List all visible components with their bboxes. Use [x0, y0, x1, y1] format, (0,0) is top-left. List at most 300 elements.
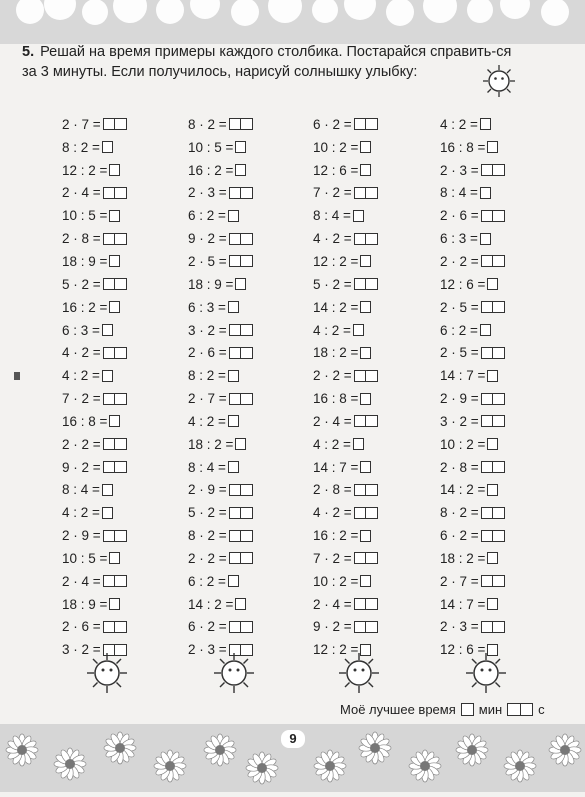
exercise-row — [313, 159, 443, 182]
exercise-row — [440, 204, 570, 227]
minutes-answer-box[interactable] — [461, 703, 474, 716]
sun-icon[interactable] — [482, 64, 516, 98]
exercise-text: 2 · 9 = — [188, 482, 227, 498]
exercise-text: 2 · 3 = — [440, 162, 479, 178]
exercise-row — [313, 616, 443, 639]
exercise-row — [313, 319, 443, 342]
exercise-text: 2 · 2 = — [62, 436, 101, 452]
exercise-text: 8 : 4 = — [188, 459, 226, 475]
top-decor-band — [0, 0, 585, 44]
exercise-column-2 — [188, 113, 318, 661]
sun-icon[interactable] — [338, 652, 380, 694]
exercise-text: 14 : 7 = — [313, 459, 359, 475]
exercise-text: 6 : 2 = — [188, 208, 226, 224]
answer-box[interactable] — [481, 575, 505, 587]
exercise-text: 6 : 2 = — [440, 322, 478, 338]
exercise-text: 2 · 5 = — [188, 253, 227, 269]
exercise-row — [188, 524, 318, 547]
answer-box[interactable] — [109, 255, 120, 267]
answer-box[interactable] — [103, 393, 127, 405]
answer-box[interactable] — [102, 141, 113, 153]
best-time-row — [340, 702, 545, 717]
answer-box[interactable] — [109, 415, 120, 427]
flower-icon — [154, 750, 186, 782]
answer-box[interactable] — [109, 164, 120, 176]
answer-box[interactable] — [360, 255, 371, 267]
answer-box[interactable] — [481, 415, 505, 427]
answer-box[interactable] — [103, 621, 127, 633]
exercise-row — [440, 159, 570, 182]
exercise-row — [440, 250, 570, 273]
flower-icon — [409, 750, 441, 782]
exercise-text: 10 : 5 = — [188, 139, 234, 155]
exercise-row — [313, 524, 443, 547]
flower-icon — [549, 734, 581, 766]
answer-box[interactable] — [354, 484, 378, 496]
exercise-row — [62, 456, 192, 479]
answer-box[interactable] — [353, 438, 364, 450]
exercise-row — [313, 113, 443, 136]
answer-box[interactable] — [354, 552, 378, 564]
flower-icon — [314, 750, 346, 782]
answer-box[interactable] — [229, 621, 253, 633]
exercise-text: 9 · 2 = — [313, 619, 352, 635]
exercise-row — [313, 433, 443, 456]
answer-box[interactable] — [360, 530, 371, 542]
exercise-text: 8 : 4 = — [62, 482, 100, 498]
exercise-text: 5 · 2 = — [188, 505, 227, 521]
answer-box[interactable] — [103, 118, 127, 130]
answer-box[interactable] — [487, 598, 498, 610]
exercise-text: 2 · 6 = — [188, 345, 227, 361]
exercise-row — [440, 479, 570, 502]
page-number: 9 — [281, 730, 305, 748]
exercise-row — [440, 616, 570, 639]
exercise-text: 14 : 7 = — [440, 596, 486, 612]
exercise-text: 2 · 2 = — [188, 550, 227, 566]
exercise-text: 10 : 2 = — [440, 436, 486, 452]
exercise-row — [440, 113, 570, 136]
exercise-row — [313, 296, 443, 319]
answer-box[interactable] — [228, 415, 239, 427]
exercise-text: 8 : 2 = — [188, 368, 226, 384]
answer-box[interactable] — [481, 347, 505, 359]
exercise-row — [313, 341, 443, 364]
exercise-row — [188, 182, 318, 205]
answer-box[interactable] — [481, 255, 505, 267]
exercise-text: 9 · 2 = — [62, 459, 101, 475]
exercise-row — [188, 410, 318, 433]
exercise-text: 4 : 2 = — [188, 413, 226, 429]
answer-box[interactable] — [354, 278, 378, 290]
answer-box[interactable] — [229, 187, 253, 199]
exercise-text: 18 : 9 = — [62, 596, 108, 612]
answer-box[interactable] — [353, 210, 364, 222]
exercise-row — [62, 250, 192, 273]
exercise-row — [313, 593, 443, 616]
exercise-text: 5 · 2 = — [313, 276, 352, 292]
exercise-text: 9 · 2 = — [188, 231, 227, 247]
answer-box[interactable] — [360, 347, 371, 359]
exercise-text: 12 : 2 = — [62, 162, 108, 178]
exercise-row — [313, 456, 443, 479]
exercise-row — [440, 501, 570, 524]
exercise-text: 4 · 2 = — [313, 505, 352, 521]
exercise-text: 2 · 4 = — [62, 573, 101, 589]
exercise-row — [313, 387, 443, 410]
exercise-text: 16 : 2 = — [62, 299, 108, 315]
flower-icon — [204, 734, 236, 766]
exercise-text: 6 : 3 = — [440, 231, 478, 247]
exercise-text: 6 · 2 = — [188, 619, 227, 635]
answer-box[interactable] — [487, 552, 498, 564]
exercise-text: 4 : 2 = — [440, 116, 478, 132]
exercise-text: 5 · 2 = — [62, 276, 101, 292]
exercise-row — [440, 227, 570, 250]
exercise-row — [62, 410, 192, 433]
exercise-row — [62, 479, 192, 502]
exercise-row — [313, 250, 443, 273]
exercise-row — [62, 319, 192, 342]
exercise-row — [188, 433, 318, 456]
answer-box[interactable] — [229, 324, 253, 336]
answer-box[interactable] — [109, 598, 120, 610]
exercise-row — [62, 136, 192, 159]
exercise-text: 8 : 2 = — [62, 139, 100, 155]
exercise-text: 16 : 8 = — [313, 391, 359, 407]
answer-box[interactable] — [103, 278, 127, 290]
exercise-text: 8 · 2 = — [188, 528, 227, 544]
exercise-row — [188, 616, 318, 639]
exercise-text: 4 : 2 = — [313, 322, 351, 338]
answer-box[interactable] — [229, 233, 253, 245]
answer-box[interactable] — [103, 530, 127, 542]
answer-box[interactable] — [487, 484, 498, 496]
exercise-row — [188, 479, 318, 502]
exercise-row — [188, 341, 318, 364]
exercise-row — [188, 593, 318, 616]
flower-icon — [246, 752, 278, 784]
answer-box[interactable] — [354, 233, 378, 245]
exercise-row — [313, 204, 443, 227]
exercise-row — [62, 387, 192, 410]
answer-box[interactable] — [103, 575, 127, 587]
exercise-text: 2 · 4 = — [313, 596, 352, 612]
exercise-row — [62, 341, 192, 364]
exercise-row — [313, 273, 443, 296]
flower-icon — [456, 734, 488, 766]
flower-icon — [504, 750, 536, 782]
answer-box[interactable] — [360, 164, 371, 176]
answer-box[interactable] — [229, 347, 253, 359]
flower-icon — [6, 734, 38, 766]
answer-box[interactable] — [229, 484, 253, 496]
exercise-text: 6 : 3 = — [62, 322, 100, 338]
exercise-row — [62, 616, 192, 639]
exercise-text: 6 · 2 = — [313, 116, 352, 132]
exercise-row — [188, 136, 318, 159]
exercise-text: 2 · 5 = — [440, 299, 479, 315]
answer-box[interactable] — [354, 415, 378, 427]
exercise-text: 7 · 2 = — [313, 185, 352, 201]
exercise-row — [440, 273, 570, 296]
exercise-text: 6 · 2 = — [440, 528, 479, 544]
exercise-text: 12 : 2 = — [313, 253, 359, 269]
exercise-row — [62, 159, 192, 182]
answer-box[interactable] — [102, 324, 113, 336]
answer-box[interactable] — [103, 347, 127, 359]
exercise-text: 2 · 7 = — [188, 391, 227, 407]
exercise-text: 2 · 4 = — [313, 413, 352, 429]
exercise-row — [440, 593, 570, 616]
exercise-text: 16 : 8 = — [440, 139, 486, 155]
exercise-row — [440, 364, 570, 387]
exercise-row — [440, 433, 570, 456]
exercise-column-1 — [62, 113, 192, 661]
exercise-row — [188, 570, 318, 593]
exercise-text: 2 · 3 = — [440, 619, 479, 635]
answer-box[interactable] — [481, 461, 505, 473]
exercise-text: 2 · 8 = — [62, 231, 101, 247]
exercise-column-3 — [313, 113, 443, 661]
exercise-row — [440, 319, 570, 342]
exercise-text: 2 · 4 = — [62, 185, 101, 201]
answer-box[interactable] — [481, 507, 505, 519]
answer-box[interactable] — [235, 141, 246, 153]
answer-box[interactable] — [229, 552, 253, 564]
task-text: Решай на время примеры каждого столбика. Постарайся справить-ся за 3 минуты. Если получилось, нарисуй солнышку улыбку: — [22, 44, 512, 80]
answer-box[interactable] — [354, 621, 378, 633]
exercise-row — [62, 204, 192, 227]
answer-box[interactable] — [228, 370, 239, 382]
exercise-row — [313, 547, 443, 570]
answer-box[interactable] — [109, 301, 120, 313]
exercise-text: 16 : 8 = — [62, 413, 108, 429]
sun-icon[interactable] — [213, 652, 255, 694]
exercise-row — [313, 136, 443, 159]
exercise-text: 2 · 7 = — [440, 573, 479, 589]
exercise-row — [188, 159, 318, 182]
answer-box[interactable] — [102, 370, 113, 382]
exercise-text: 4 · 2 = — [313, 231, 352, 247]
answer-box[interactable] — [480, 233, 491, 245]
exercise-row — [188, 456, 318, 479]
exercise-text: 4 : 2 = — [313, 436, 351, 452]
exercise-text: 2 · 9 = — [62, 528, 101, 544]
answer-box[interactable] — [353, 324, 364, 336]
exercise-row — [188, 296, 318, 319]
answer-box[interactable] — [229, 118, 253, 130]
exercise-row — [313, 410, 443, 433]
answer-box[interactable] — [228, 301, 239, 313]
exercise-text: 10 : 5 = — [62, 208, 108, 224]
exercise-row — [440, 341, 570, 364]
exercise-text: 3 · 2 = — [440, 413, 479, 429]
answer-box[interactable] — [235, 164, 246, 176]
exercise-text: 12 : 6 = — [440, 276, 486, 292]
exercise-text: 2 · 6 = — [62, 619, 101, 635]
exercise-row — [62, 501, 192, 524]
exercise-text: 2 · 7 = — [62, 116, 101, 132]
exercise-text: 12 : 6 = — [440, 642, 486, 658]
answer-box[interactable] — [487, 370, 498, 382]
answer-box[interactable] — [487, 278, 498, 290]
exercise-row — [62, 182, 192, 205]
best-time-label: Моё лучшее время — [340, 702, 456, 717]
exercise-text: 8 · 2 = — [188, 116, 227, 132]
exercise-row — [62, 227, 192, 250]
answer-box[interactable] — [481, 301, 505, 313]
answer-box[interactable] — [360, 141, 371, 153]
seconds-label: с — [538, 702, 545, 717]
answer-box[interactable] — [481, 530, 505, 542]
exercise-row — [313, 501, 443, 524]
exercise-text: 2 · 3 = — [188, 185, 227, 201]
exercise-row — [188, 227, 318, 250]
exercise-row — [188, 364, 318, 387]
answer-box[interactable] — [354, 598, 378, 610]
exercise-row — [188, 501, 318, 524]
exercise-row — [188, 387, 318, 410]
answer-box[interactable] — [360, 301, 371, 313]
exercise-text: 8 · 2 = — [440, 505, 479, 521]
answer-box[interactable] — [480, 118, 491, 130]
exercise-text: 14 : 7 = — [440, 368, 486, 384]
answer-box[interactable] — [103, 233, 127, 245]
exercise-text: 18 : 2 = — [313, 345, 359, 361]
answer-box[interactable] — [235, 438, 246, 450]
seconds-answer-box[interactable] — [507, 703, 533, 716]
exercise-row — [440, 296, 570, 319]
exercise-row — [440, 547, 570, 570]
exercise-row — [188, 204, 318, 227]
answer-box[interactable] — [354, 118, 378, 130]
sun-icon[interactable] — [86, 652, 128, 694]
answer-box[interactable] — [354, 187, 378, 199]
exercise-text: 18 : 9 = — [188, 276, 234, 292]
exercise-text: 14 : 2 = — [188, 596, 234, 612]
exercise-text: 12 : 2 = — [313, 642, 359, 658]
answer-box[interactable] — [235, 278, 246, 290]
exercise-row — [440, 182, 570, 205]
answer-box[interactable] — [354, 370, 378, 382]
answer-box[interactable] — [102, 484, 113, 496]
exercise-row — [188, 547, 318, 570]
task-number: 5. — [22, 44, 35, 60]
exercise-text: 6 : 2 = — [188, 573, 226, 589]
answer-box[interactable] — [228, 575, 239, 587]
exercise-row — [188, 273, 318, 296]
exercise-row — [62, 570, 192, 593]
exercise-row — [313, 364, 443, 387]
exercise-row — [440, 136, 570, 159]
answer-box[interactable] — [229, 530, 253, 542]
answer-box[interactable] — [487, 141, 498, 153]
sun-icon[interactable] — [465, 652, 507, 694]
exercise-row — [188, 319, 318, 342]
answer-box[interactable] — [109, 552, 120, 564]
exercise-row — [62, 524, 192, 547]
exercise-row — [313, 182, 443, 205]
answer-box[interactable] — [480, 324, 491, 336]
exercise-row — [62, 593, 192, 616]
exercise-row — [440, 410, 570, 433]
exercise-row — [313, 227, 443, 250]
exercise-row — [440, 456, 570, 479]
exercise-row — [62, 296, 192, 319]
exercise-text: 14 : 2 = — [440, 482, 486, 498]
exercise-text: 2 · 6 = — [440, 208, 479, 224]
exercise-text: 10 : 5 = — [62, 550, 108, 566]
answer-box[interactable] — [480, 187, 491, 199]
exercise-text: 18 : 9 = — [62, 253, 108, 269]
task-title — [22, 42, 522, 82]
exercise-row — [188, 250, 318, 273]
answer-box[interactable] — [360, 575, 371, 587]
answer-box[interactable] — [228, 210, 239, 222]
answer-box[interactable] — [360, 393, 371, 405]
exercise-row — [313, 570, 443, 593]
answer-box[interactable] — [354, 507, 378, 519]
cloud-decor — [0, 0, 585, 44]
exercise-text: 10 : 2 = — [313, 139, 359, 155]
exercise-row — [62, 547, 192, 570]
answer-box[interactable] — [481, 621, 505, 633]
answer-box[interactable] — [487, 438, 498, 450]
exercise-text: 2 · 8 = — [313, 482, 352, 498]
edge-mark — [14, 372, 20, 380]
answer-box[interactable] — [235, 598, 246, 610]
exercise-text: 3 · 2 = — [188, 322, 227, 338]
exercise-text: 8 : 4 = — [313, 208, 351, 224]
exercise-text: 18 : 2 = — [440, 550, 486, 566]
exercise-text: 8 : 4 = — [440, 185, 478, 201]
answer-box[interactable] — [103, 438, 127, 450]
exercise-text: 12 : 6 = — [313, 162, 359, 178]
exercise-text: 2 · 5 = — [440, 345, 479, 361]
exercise-row — [62, 433, 192, 456]
answer-box[interactable] — [109, 210, 120, 222]
answer-box[interactable] — [481, 164, 505, 176]
answer-box[interactable] — [229, 393, 253, 405]
answer-box[interactable] — [481, 393, 505, 405]
answer-box[interactable] — [103, 461, 127, 473]
exercise-column-4 — [440, 113, 570, 661]
exercise-row — [440, 570, 570, 593]
exercise-text: 2 · 9 = — [440, 391, 479, 407]
exercise-text: 18 : 2 = — [188, 436, 234, 452]
answer-box[interactable] — [360, 461, 371, 473]
answer-box[interactable] — [102, 507, 113, 519]
answer-box[interactable] — [481, 210, 505, 222]
exercise-text: 10 : 2 = — [313, 573, 359, 589]
exercise-text: 7 · 2 = — [313, 550, 352, 566]
answer-box[interactable] — [103, 187, 127, 199]
answer-box[interactable] — [229, 507, 253, 519]
exercise-row — [440, 524, 570, 547]
answer-box[interactable] — [229, 255, 253, 267]
flower-icon — [359, 732, 391, 764]
exercise-text: 2 · 2 = — [313, 368, 352, 384]
exercise-row — [62, 273, 192, 296]
flower-icon — [54, 748, 86, 780]
minutes-label: мин — [478, 702, 503, 717]
exercise-text: 4 : 2 = — [62, 368, 100, 384]
exercise-text: 4 · 2 = — [62, 345, 101, 361]
exercise-row — [313, 479, 443, 502]
exercise-text: 2 · 2 = — [440, 253, 479, 269]
answer-box[interactable] — [228, 461, 239, 473]
